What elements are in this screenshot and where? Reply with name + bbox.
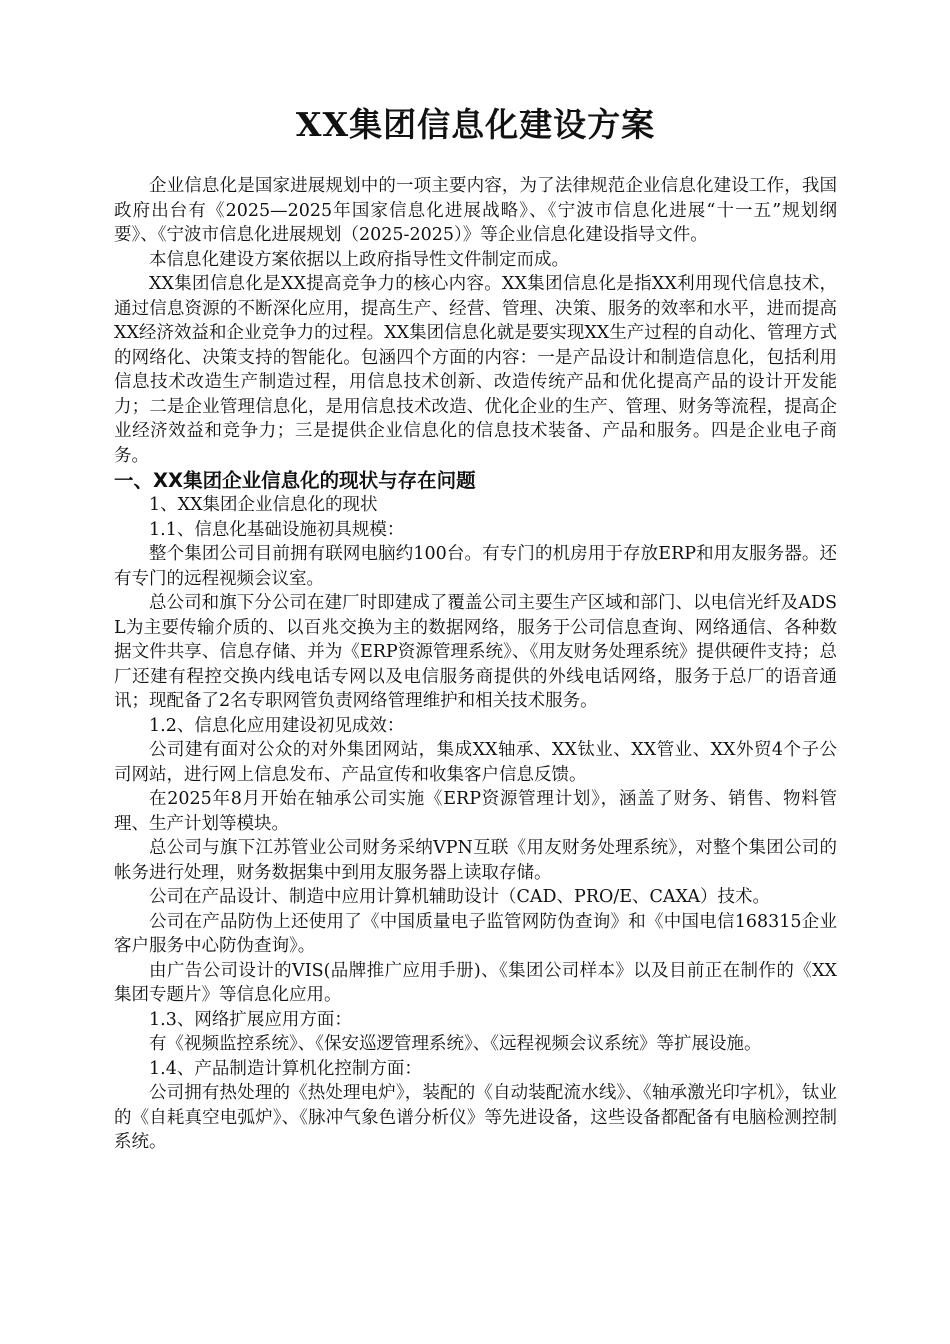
- intro-paragraph: XX集团信息化是XX提高竞争力的核心内容。XX集团信息化是指XX利用现代信息技术，通过信息资源的不断深化应用，提高生产、经营、管理、决策、服务的效率和水平，进而提高XX经济效益和企业竞争力的过程。XX集团信息化就是要实现XX生产过程的自动化、管理方式的网络化、决策支持的智能化。包涵四个方面的内容：一是产品设计和制造信息化，包括利用信息技术改造生产制造过程，用信息技术创新、改造传统产品和优化提高产品的设计开发能力；二是企业管理信息化，是用信息技术改造、优化企业的生产、管理、财务等流程，提高企业经济效益和竞争力；三是提供企业信息化的信息技术装备、产品和服务。四是企业电子商务。: [114, 274, 837, 466]
- subsection-heading: 1.1、信息化基础设施初具规模：: [149, 519, 405, 540]
- document-title: XX集团信息化建设方案: [295, 105, 656, 144]
- document-page: [114, 98, 837, 1155]
- subsection-heading: 1、XX集团企业信息化的现状: [149, 495, 378, 515]
- body-paragraph: 公司在产品防伪上还使用了《中国质量电子监管网防伪查询》和《中国电信168315企业客户服务中心防伪查询》。: [114, 911, 837, 956]
- body-paragraph: 总公司与旗下江苏管业公司财务采纳VPN互联《用友财务处理系统》，对整个集团公司的帐务进行处理，财务数据集中到用友服务器上读取存储。: [114, 838, 837, 883]
- subsection-heading: 1.2、信息化应用建设初见成效：: [149, 715, 405, 736]
- subsection-heading: 1.3、网络扩展应用方面：: [149, 1009, 352, 1030]
- section-heading: 一、XX集团企业信息化的现状与存在问题: [114, 469, 476, 492]
- intro-paragraph: 本信息化建设方案依据以上政府指导性文件制定而成。: [149, 249, 569, 270]
- subsection-heading: 1.4、产品制造计算机化控制方面：: [149, 1058, 422, 1079]
- body-paragraph: 整个集团公司目前拥有联网电脑约100台。有专门的机房用于存放ERP和用友服务器。还有专门的远程视频会议室。: [114, 544, 837, 589]
- body-paragraph: 总公司和旗下分公司在建厂时即建成了覆盖公司主要生产区域和部门、以电信光纤及ADSL为主要传输介质的、以百兆交换为主的数据网络，服务于公司信息查询、网络通信、各种数据文件共享、信息存储、并为《ERP资源管理系统》、《用友财务处理系统》提供硬件支持；总厂还建有程控交换内线电话专网以及电信服务商提供的外线电话网络，服务于总厂的语音通讯；现配备了2名专职网管负责网络管理维护和相关技术服务。: [114, 593, 837, 711]
- body-paragraph: 有《视频监控系统》、《保安巡逻管理系统》、《远程视频会议系统》等扩展设施。: [149, 1034, 762, 1054]
- body-paragraph: 在2025年8月开始在轴承公司实施《ERP资源管理计划》，涵盖了财务、销售、物料管理、生产计划等模块。: [114, 789, 837, 834]
- body-paragraph: 公司拥有热处理的《热处理电炉》，装配的《自动装配流水线》、《轴承激光印字机》，钛业的《自耗真空电弧炉》、《脉冲气象色谱分析仪》等先进设备，这些设备都配备有电脑检测控制系统。: [114, 1083, 837, 1152]
- body-paragraph: 公司在产品设计、制造中应用计算机辅助设计（CAD、PRO/E、CAXA）技术。: [149, 887, 771, 907]
- body-paragraph: 公司建有面对公众的对外集团网站，集成XX轴承、XX钛业、XX管业、XX外贸4个子公司网站，进行网上信息发布、产品宣传和收集客户信息反馈。: [114, 740, 837, 785]
- body-paragraph: 由广告公司设计的VIS(品牌推广应用手册)、《集团公司样本》以及目前正在制作的《XX集团专题片》等信息化应用。: [114, 960, 837, 1005]
- intro-paragraph: 企业信息化是国家进展规划中的一项主要内容，为了法律规范企业信息化建设工作，我国政府出台有《2025—2025年国家信息化进展战略》、《宁波市信息化进展“十一五”规划纲要》、《宁波市信息化进展规划（2025-2025）》等企业信息化建设指导文件。: [114, 176, 837, 245]
